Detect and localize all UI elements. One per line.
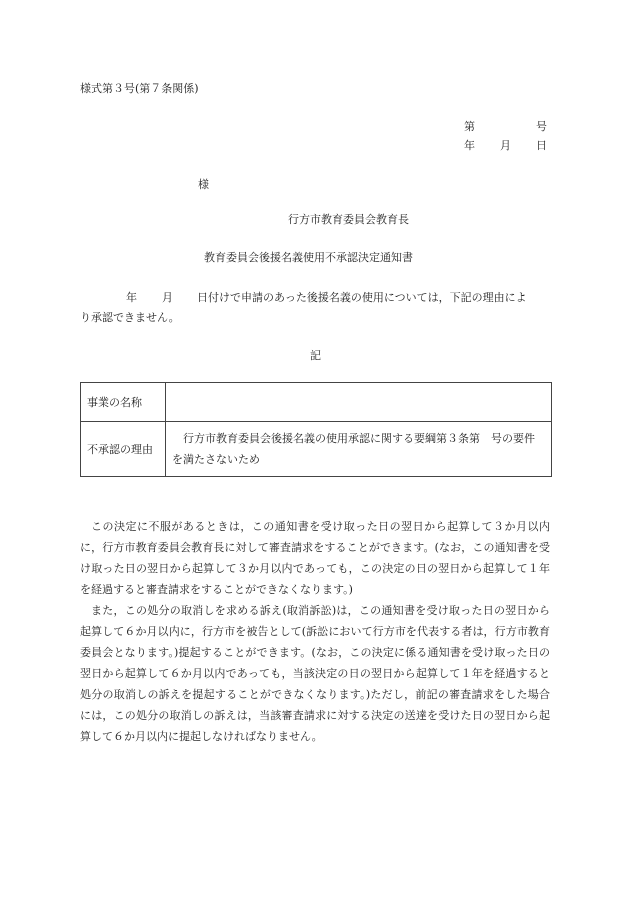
appeal-notice: [80, 516, 550, 747]
appeal-paragraph-2: また，この処分の取消しを求める訴え(取消訴訟)は，この通知書を受け取った日の翌日から起算して６か月以内に，行方市を被告として(訴訟において行方市を代表する者は，行方市教育委員会となります。)提起することができます。(なお，この決定に係る通知書を受け取った日の翌日から起算して６か月以内であっても，当該決定の日の翌日から起算して１年を経過すると処分の取消しの訴えを提起することができなくなります。)ただし，前記の審査請求をした場合には，この処分の取消しの訴えは，当該審査請求に対する決定の送達を受けた日の翌日から起算して６か月以内に提起しなければなりません。: [80, 604, 550, 743]
body-text-line2: り承認できません。: [80, 311, 180, 324]
date-year: 年: [464, 139, 475, 152]
details-table: [80, 382, 552, 477]
form-reference: 様式第３号(第７条関係): [80, 82, 199, 95]
body-year: 年: [126, 291, 137, 304]
date-day: 日: [536, 139, 547, 152]
ki-heading: 記: [310, 349, 321, 362]
date-month: 月: [500, 139, 511, 152]
sender-title: 行方市教育委員会教育長: [288, 213, 409, 226]
body-month: 月: [162, 291, 173, 304]
body-text-line1: 日付けで申請のあった後援名義の使用については，下記の理由によ: [197, 291, 527, 304]
number-prefix: 第: [464, 120, 475, 133]
table-row: [81, 383, 552, 422]
rejection-reason-value: 行方市教育委員会後援名義の使用承認に関する要綱第３条第 号の要件を満たさないため: [166, 422, 552, 477]
table-row: [81, 422, 552, 477]
addressee-suffix: 様: [198, 178, 209, 191]
project-name-value: [166, 383, 552, 422]
number-suffix: 号: [536, 120, 547, 133]
rejection-reason-label: 不承認の理由: [81, 422, 166, 477]
appeal-paragraph-1: この決定に不服があるときは，この通知書を受け取った日の翌日から起算して３か月以内に，行方市教育委員会教育長に対して審査請求をすることができます。(なお，この通知書を受け取った日の翌日から起算して３か月以内であっても，この決定の日の翌日から起算して１年を経過すると審査請求をすることができなくなります。): [80, 520, 550, 596]
document-title: 教育委員会後援名義使用不承認決定通知書: [204, 251, 413, 264]
project-name-label: 事業の名称: [81, 383, 166, 422]
